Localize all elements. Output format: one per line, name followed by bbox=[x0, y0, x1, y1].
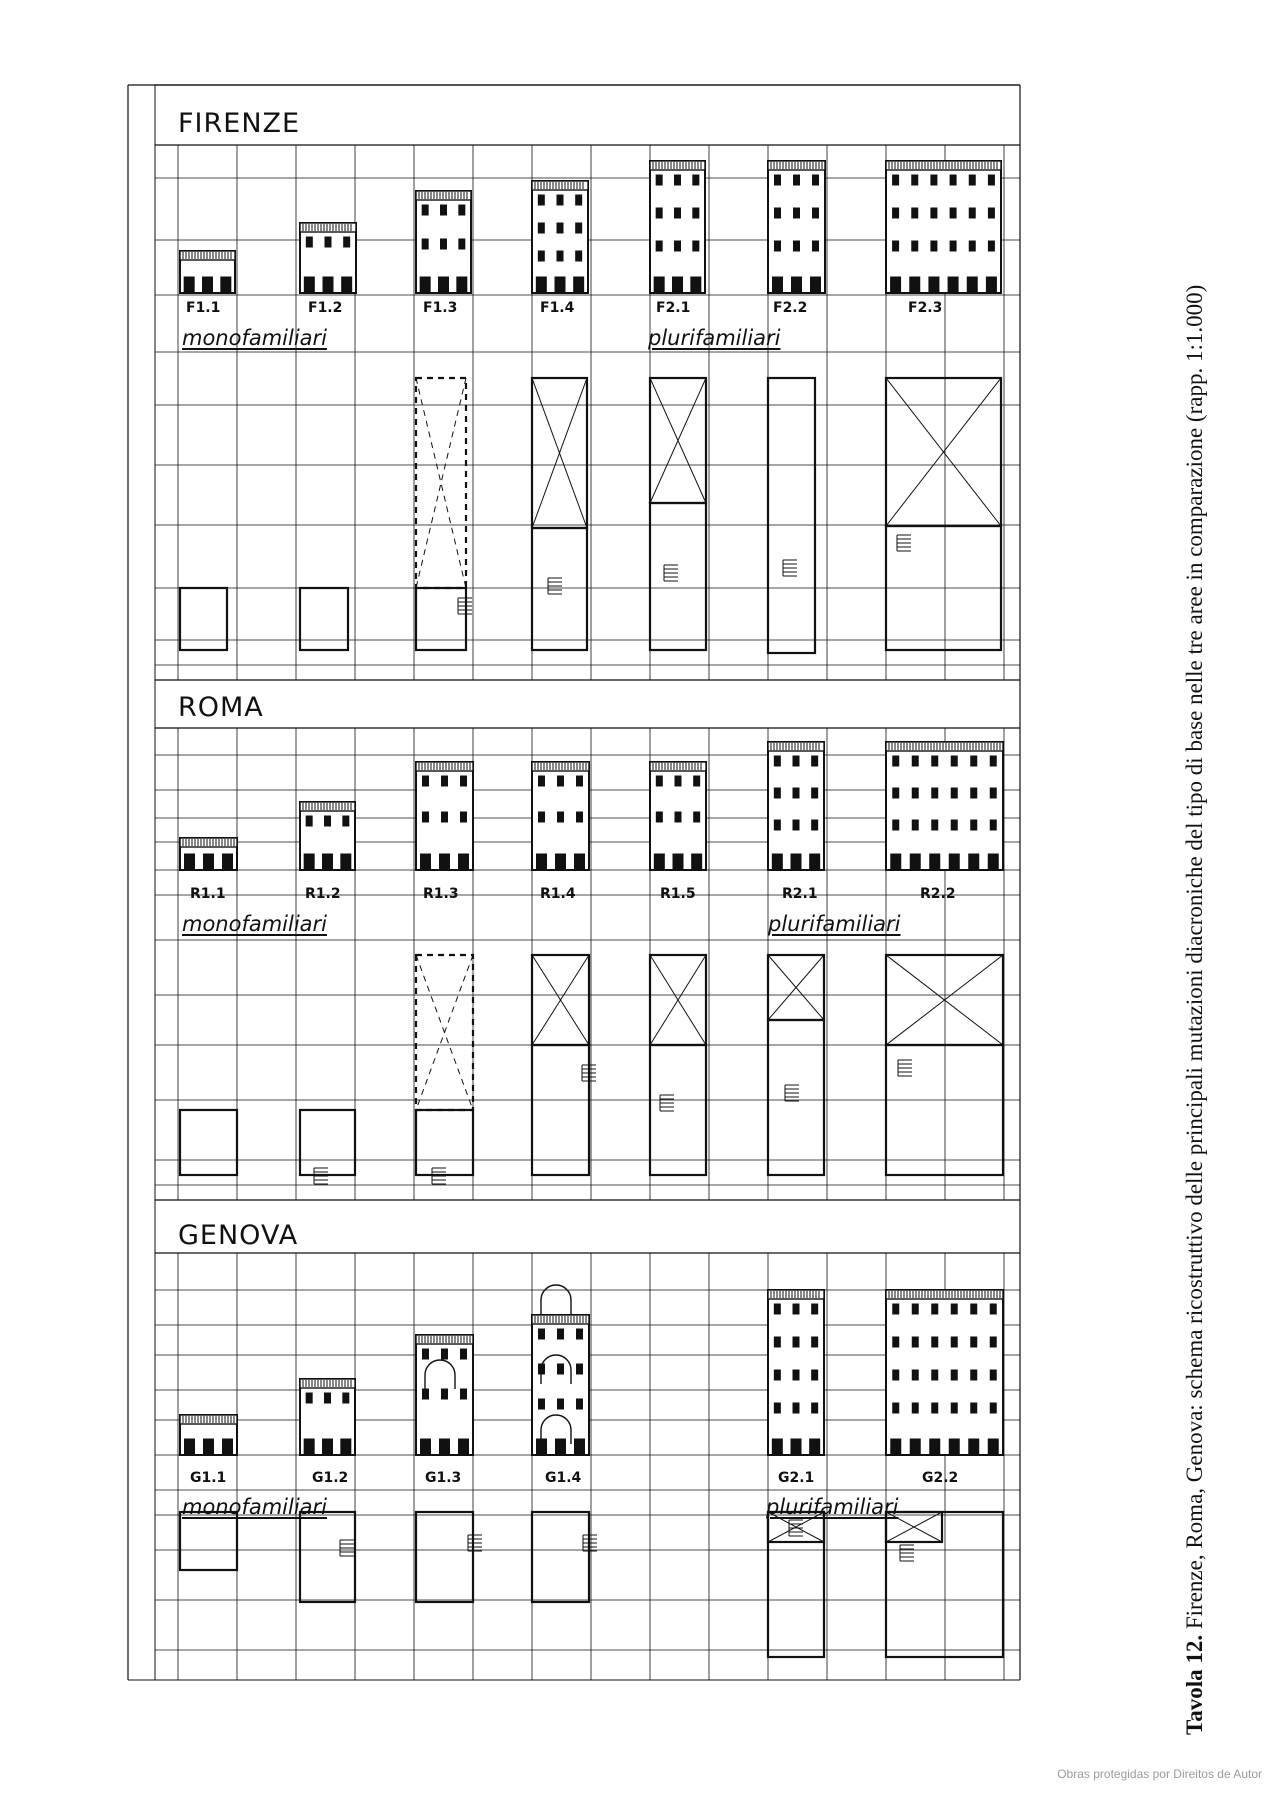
door bbox=[341, 1439, 351, 1455]
window bbox=[990, 820, 996, 830]
section-title-genova: GENOVA bbox=[178, 1220, 299, 1251]
window bbox=[794, 208, 800, 218]
group-label-plurifamiliari: plurifamiliari bbox=[768, 912, 901, 936]
door bbox=[792, 277, 802, 293]
window bbox=[423, 1389, 429, 1399]
window bbox=[343, 816, 349, 826]
code-label: R1.5 bbox=[660, 886, 696, 902]
code-label: G2.2 bbox=[922, 1470, 959, 1486]
door bbox=[440, 1439, 450, 1455]
window bbox=[558, 812, 564, 822]
door bbox=[673, 854, 683, 870]
window bbox=[951, 756, 957, 766]
group-label-monofamiliari: monofamiliari bbox=[182, 912, 328, 936]
window bbox=[971, 1337, 977, 1347]
door bbox=[891, 277, 901, 293]
window bbox=[988, 241, 994, 251]
code-label: R2.2 bbox=[920, 886, 956, 902]
door bbox=[930, 854, 940, 870]
window bbox=[694, 812, 700, 822]
window bbox=[990, 756, 996, 766]
floor-plan bbox=[768, 1512, 824, 1657]
window bbox=[557, 223, 563, 233]
code-label: F1.2 bbox=[308, 300, 343, 316]
window bbox=[813, 208, 819, 218]
window bbox=[461, 776, 467, 786]
window bbox=[775, 175, 781, 185]
window bbox=[951, 1403, 957, 1413]
window bbox=[932, 788, 938, 798]
window bbox=[442, 1389, 448, 1399]
window bbox=[442, 1349, 448, 1359]
window bbox=[557, 195, 563, 205]
window bbox=[969, 208, 975, 218]
window bbox=[538, 251, 544, 261]
door bbox=[910, 1439, 920, 1455]
window bbox=[931, 241, 937, 251]
code-label: F1.1 bbox=[186, 300, 221, 316]
window bbox=[793, 1370, 799, 1380]
window bbox=[774, 820, 780, 830]
window bbox=[344, 237, 350, 247]
window bbox=[774, 1304, 780, 1314]
caption-text: Firenze, Roma, Genova: schema ricostruttivo delle principali mutazioni diacroniche del tipo di base nelle tre aree in comparazione (rapp. 1:1.000) bbox=[1182, 284, 1207, 1630]
window bbox=[576, 223, 582, 233]
window bbox=[951, 1337, 957, 1347]
window bbox=[656, 776, 662, 786]
window bbox=[931, 175, 937, 185]
window bbox=[812, 756, 818, 766]
window bbox=[990, 1304, 996, 1314]
floor-plan bbox=[180, 588, 227, 650]
window bbox=[539, 1399, 545, 1409]
window bbox=[775, 241, 781, 251]
window bbox=[793, 1304, 799, 1314]
code-label: F2.3 bbox=[908, 300, 943, 316]
door bbox=[185, 1439, 195, 1455]
window bbox=[774, 788, 780, 798]
window bbox=[971, 756, 977, 766]
window bbox=[990, 1337, 996, 1347]
window bbox=[950, 241, 956, 251]
window bbox=[988, 175, 994, 185]
window bbox=[558, 1364, 564, 1374]
window bbox=[812, 1370, 818, 1380]
door bbox=[421, 854, 431, 870]
code-label: R1.4 bbox=[540, 886, 576, 902]
group-label-monofamiliari: monofamiliari bbox=[182, 1495, 328, 1519]
window bbox=[932, 756, 938, 766]
window bbox=[893, 1337, 899, 1347]
door bbox=[555, 277, 565, 293]
floor-plan bbox=[180, 1512, 237, 1570]
code-label: R2.1 bbox=[782, 886, 818, 902]
window bbox=[990, 1370, 996, 1380]
window bbox=[441, 205, 447, 215]
window bbox=[951, 1370, 957, 1380]
window bbox=[932, 1403, 938, 1413]
door bbox=[988, 1439, 998, 1455]
window bbox=[577, 812, 583, 822]
floor-plan bbox=[300, 588, 348, 650]
window bbox=[325, 1393, 331, 1403]
code-label: G1.1 bbox=[190, 1470, 227, 1486]
door bbox=[930, 1439, 940, 1455]
door bbox=[673, 277, 683, 293]
window bbox=[461, 1389, 467, 1399]
window bbox=[656, 812, 662, 822]
void-cross bbox=[416, 378, 466, 588]
door bbox=[575, 854, 585, 870]
window bbox=[971, 820, 977, 830]
floor-plan bbox=[532, 1045, 589, 1175]
window bbox=[558, 1329, 564, 1339]
door bbox=[304, 277, 314, 293]
floor-plan bbox=[300, 1110, 355, 1175]
void-cross bbox=[416, 378, 466, 588]
window bbox=[971, 788, 977, 798]
window bbox=[931, 208, 937, 218]
building-elevation bbox=[886, 1290, 1003, 1455]
window bbox=[693, 208, 699, 218]
window bbox=[893, 1304, 899, 1314]
window bbox=[774, 1337, 780, 1347]
door bbox=[575, 1439, 585, 1455]
floor-plan bbox=[416, 588, 466, 650]
door bbox=[304, 1439, 314, 1455]
window bbox=[775, 208, 781, 218]
window bbox=[950, 208, 956, 218]
window bbox=[558, 1399, 564, 1409]
window bbox=[423, 812, 429, 822]
door bbox=[574, 277, 584, 293]
window bbox=[971, 1370, 977, 1380]
window bbox=[576, 195, 582, 205]
window bbox=[912, 820, 918, 830]
door bbox=[341, 854, 351, 870]
code-label: F1.4 bbox=[540, 300, 575, 316]
window bbox=[990, 788, 996, 798]
window bbox=[693, 241, 699, 251]
floor-plan bbox=[532, 1512, 589, 1602]
window bbox=[951, 1304, 957, 1314]
window bbox=[656, 208, 662, 218]
door bbox=[323, 1439, 333, 1455]
door bbox=[203, 277, 213, 293]
window bbox=[793, 788, 799, 798]
window bbox=[794, 175, 800, 185]
window bbox=[932, 820, 938, 830]
window bbox=[813, 175, 819, 185]
door bbox=[929, 277, 939, 293]
window bbox=[912, 1304, 918, 1314]
door bbox=[910, 277, 920, 293]
window bbox=[969, 241, 975, 251]
door bbox=[184, 277, 194, 293]
window bbox=[441, 239, 447, 249]
window bbox=[538, 195, 544, 205]
window bbox=[459, 239, 465, 249]
window bbox=[774, 756, 780, 766]
window bbox=[893, 175, 899, 185]
window bbox=[794, 241, 800, 251]
floor-plan bbox=[416, 1512, 473, 1602]
code-label: G1.3 bbox=[425, 1470, 462, 1486]
window bbox=[793, 756, 799, 766]
window bbox=[423, 776, 429, 786]
window bbox=[912, 788, 918, 798]
window bbox=[538, 223, 544, 233]
group-label-plurifamiliari: plurifamiliari bbox=[648, 326, 781, 350]
copyright-footer: Obras protegidas por Direitos de Autor bbox=[1057, 1767, 1262, 1781]
window bbox=[774, 1370, 780, 1380]
window bbox=[675, 241, 681, 251]
window bbox=[893, 788, 899, 798]
caption-label: Tavola 12. bbox=[1182, 1634, 1207, 1735]
door bbox=[223, 854, 233, 870]
door bbox=[772, 854, 782, 870]
window bbox=[932, 1370, 938, 1380]
code-label: G1.4 bbox=[545, 1470, 582, 1486]
window bbox=[442, 812, 448, 822]
window bbox=[576, 251, 582, 261]
window bbox=[675, 776, 681, 786]
window bbox=[793, 820, 799, 830]
window bbox=[423, 1349, 429, 1359]
door bbox=[969, 1439, 979, 1455]
door bbox=[967, 277, 977, 293]
window bbox=[893, 208, 899, 218]
door bbox=[986, 277, 996, 293]
code-label: R1.2 bbox=[305, 886, 341, 902]
door bbox=[949, 1439, 959, 1455]
door bbox=[810, 1439, 820, 1455]
door bbox=[772, 1439, 782, 1455]
window bbox=[461, 1349, 467, 1359]
floor-plan bbox=[416, 1110, 473, 1175]
window bbox=[990, 1403, 996, 1413]
window bbox=[422, 239, 428, 249]
code-label: F1.3 bbox=[423, 300, 458, 316]
door bbox=[440, 854, 450, 870]
door bbox=[654, 854, 664, 870]
code-label: R1.3 bbox=[423, 886, 459, 902]
door bbox=[811, 277, 821, 293]
window bbox=[813, 241, 819, 251]
window bbox=[675, 812, 681, 822]
door bbox=[342, 277, 352, 293]
door bbox=[556, 1439, 566, 1455]
door bbox=[439, 277, 449, 293]
door bbox=[810, 854, 820, 870]
window bbox=[932, 1337, 938, 1347]
building-elevation bbox=[886, 742, 1003, 870]
window bbox=[693, 175, 699, 185]
door bbox=[691, 277, 701, 293]
window bbox=[969, 175, 975, 185]
code-label: F2.2 bbox=[773, 300, 808, 316]
door bbox=[791, 854, 801, 870]
window bbox=[694, 776, 700, 786]
window bbox=[951, 788, 957, 798]
door bbox=[536, 277, 546, 293]
window bbox=[325, 816, 331, 826]
group-label-plurifamiliari: plurifamiliari bbox=[766, 1495, 899, 1519]
code-label: G2.1 bbox=[778, 1470, 815, 1486]
window bbox=[971, 1403, 977, 1413]
window bbox=[812, 1304, 818, 1314]
window bbox=[306, 816, 312, 826]
door bbox=[948, 277, 958, 293]
floor-plan bbox=[300, 1512, 355, 1602]
window bbox=[675, 175, 681, 185]
window bbox=[459, 205, 465, 215]
door bbox=[323, 277, 333, 293]
door bbox=[459, 854, 469, 870]
window bbox=[325, 237, 331, 247]
door bbox=[185, 854, 195, 870]
window bbox=[539, 776, 545, 786]
window bbox=[812, 788, 818, 798]
door bbox=[204, 1439, 214, 1455]
door bbox=[969, 854, 979, 870]
section-title-firenze: FIRENZE bbox=[178, 108, 301, 139]
door bbox=[949, 854, 959, 870]
window bbox=[893, 1370, 899, 1380]
window bbox=[893, 756, 899, 766]
window bbox=[577, 1329, 583, 1339]
window bbox=[675, 208, 681, 218]
window bbox=[950, 175, 956, 185]
door bbox=[556, 854, 566, 870]
code-label: R1.1 bbox=[190, 886, 226, 902]
window bbox=[893, 820, 899, 830]
window bbox=[912, 1370, 918, 1380]
code-label: G1.2 bbox=[312, 1470, 349, 1486]
group-label-monofamiliari: monofamiliari bbox=[182, 326, 328, 350]
figure-caption bbox=[1180, 45, 1210, 1735]
window bbox=[912, 241, 918, 251]
window bbox=[912, 1403, 918, 1413]
window bbox=[988, 208, 994, 218]
window bbox=[577, 1364, 583, 1374]
window bbox=[343, 1393, 349, 1403]
door bbox=[457, 277, 467, 293]
window bbox=[912, 1337, 918, 1347]
window bbox=[893, 241, 899, 251]
door bbox=[421, 1439, 431, 1455]
window bbox=[656, 175, 662, 185]
building-elevation bbox=[886, 161, 1001, 293]
door bbox=[988, 854, 998, 870]
window bbox=[557, 251, 563, 261]
code-label: F2.1 bbox=[656, 300, 691, 316]
window bbox=[577, 1399, 583, 1409]
door bbox=[323, 854, 333, 870]
window bbox=[306, 237, 312, 247]
door bbox=[891, 854, 901, 870]
window bbox=[461, 812, 467, 822]
window bbox=[912, 208, 918, 218]
window bbox=[912, 756, 918, 766]
arch bbox=[541, 1285, 571, 1314]
floor-plan bbox=[532, 528, 587, 650]
window bbox=[812, 820, 818, 830]
window bbox=[577, 776, 583, 786]
window bbox=[656, 241, 662, 251]
floor-plan bbox=[886, 1512, 1003, 1657]
door bbox=[692, 854, 702, 870]
window bbox=[539, 1329, 545, 1339]
floor-plan bbox=[768, 378, 815, 653]
window bbox=[912, 175, 918, 185]
door bbox=[204, 854, 214, 870]
door bbox=[221, 277, 231, 293]
floor-plan bbox=[416, 378, 466, 588]
floor-plan bbox=[180, 1110, 237, 1175]
window bbox=[422, 205, 428, 215]
window bbox=[793, 1337, 799, 1347]
window bbox=[774, 1403, 780, 1413]
door bbox=[773, 277, 783, 293]
window bbox=[558, 776, 564, 786]
window bbox=[306, 1393, 312, 1403]
door bbox=[537, 854, 547, 870]
door bbox=[420, 277, 430, 293]
window bbox=[442, 776, 448, 786]
door bbox=[459, 1439, 469, 1455]
door bbox=[223, 1439, 233, 1455]
window bbox=[793, 1403, 799, 1413]
window bbox=[812, 1403, 818, 1413]
door bbox=[891, 1439, 901, 1455]
window bbox=[932, 1304, 938, 1314]
section-title-roma: ROMA bbox=[178, 692, 264, 723]
door bbox=[791, 1439, 801, 1455]
window bbox=[971, 1304, 977, 1314]
window bbox=[893, 1403, 899, 1413]
door bbox=[304, 854, 314, 870]
floor-plan bbox=[650, 1045, 706, 1175]
window bbox=[812, 1337, 818, 1347]
window bbox=[951, 820, 957, 830]
window bbox=[539, 812, 545, 822]
door bbox=[910, 854, 920, 870]
door bbox=[654, 277, 664, 293]
